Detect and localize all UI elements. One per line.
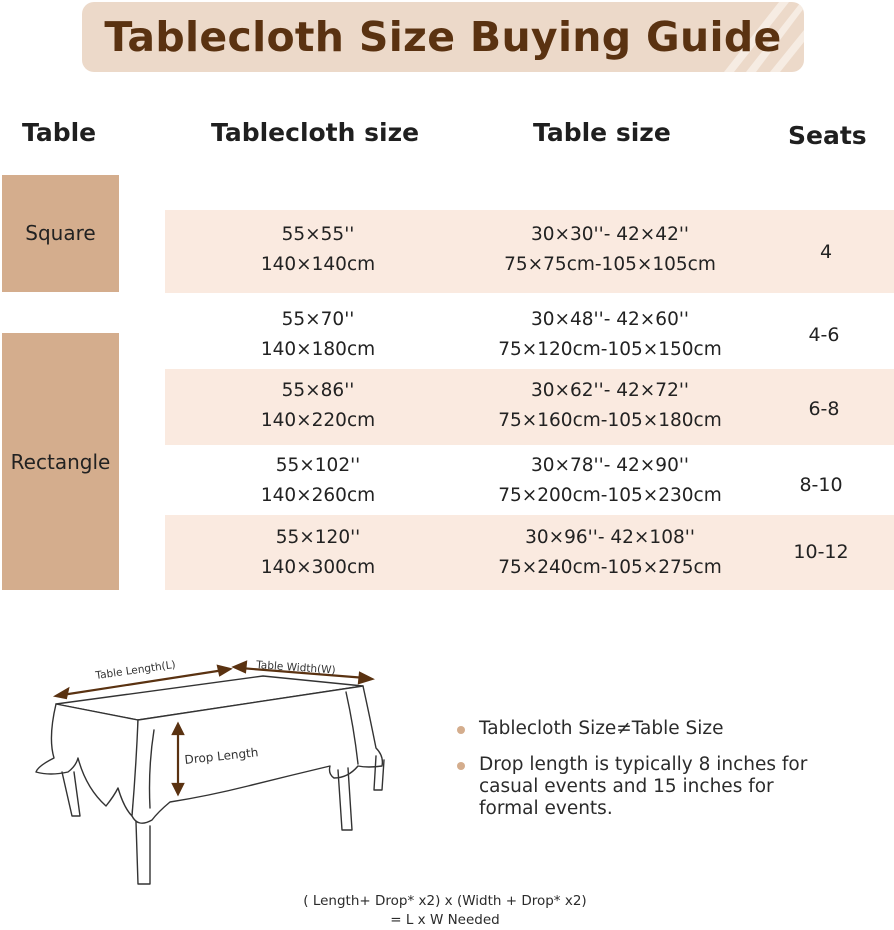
cloth-cm: 140×140cm [260,254,376,275]
category-rectangle-label: Rectangle [10,449,111,474]
tablecloth-diagram [28,648,428,898]
seats-value: 4-6 [808,324,840,346]
table-cm: 75×120cm-105×150cm [498,339,722,360]
table-row-cloth-size [218,305,418,365]
page-title: Tablecloth Size Buying Guide [104,13,782,61]
cloth-cm: 140×300cm [260,557,376,578]
category-rectangle [2,333,119,590]
cloth-cm: 140×180cm [260,339,376,360]
category-square [2,175,119,292]
table-cm: 75×200cm-105×230cm [498,485,722,506]
table-length-label: Table Length(L) [94,658,177,682]
table-row-table-size [470,376,750,436]
table-cm: 75×240cm-105×275cm [498,557,722,578]
cloth-inches: 55×120'' [275,527,361,548]
table-row-cloth-size [218,451,418,511]
formula-line-2: = L x W Needed [390,912,500,928]
cloth-inches: 55×102'' [275,455,361,476]
formula-line-1: ( Length+ Drop* x2) x (Width + Drop* x2) [303,893,587,909]
note-text: Tablecloth Size≠Table Size [479,718,724,739]
note-item [455,754,819,820]
seats-value: 8-10 [799,474,843,496]
cloth-inches: 55×70'' [281,309,355,330]
table-inches: 30×78''- 42×90'' [530,455,690,476]
header-table-size: Table size [533,118,671,147]
table-cm: 75×160cm-105×180cm [498,410,722,431]
table-inches: 30×62''- 42×72'' [530,380,690,401]
drop-length-label: Drop Length [183,745,259,767]
notes-list [455,718,885,834]
table-row-table-size [470,220,750,280]
note-item [455,718,885,740]
table-inches: 30×48''- 42×60'' [530,309,690,330]
bullet-dot-icon [457,726,465,734]
table-row-table-size [470,305,750,365]
table-row-cloth-size [218,376,418,436]
table-inches: 30×30''- 42×42'' [530,224,690,245]
cloth-cm: 140×220cm [260,410,376,431]
table-row-cloth-size [218,523,418,583]
header-seats: Seats [788,121,867,150]
table-row-table-size [470,451,750,511]
header-table: Table [22,118,97,147]
table-cm: 75×75cm-105×105cm [504,254,716,275]
table-inches: 30×96''- 42×108'' [525,527,695,548]
seats-value: 10-12 [793,541,849,563]
cloth-inches: 55×55'' [281,224,355,245]
seats-value: 6-8 [808,398,840,420]
table-row-cloth-size [218,220,418,280]
bullet-dot-icon [457,762,465,770]
table-row-table-size [470,523,750,583]
table-width-label: Table Width(W) [255,659,337,677]
cloth-cm: 140×260cm [260,485,376,506]
category-square-label: Square [25,220,96,245]
title-banner [82,2,804,72]
cloth-inches: 55×86'' [281,380,355,401]
header-tablecloth-size: Tablecloth size [211,118,420,147]
note-text: Drop length is typically 8 inches for casual events and 15 inches for formal events. [479,754,808,819]
seats-value: 4 [819,241,833,263]
